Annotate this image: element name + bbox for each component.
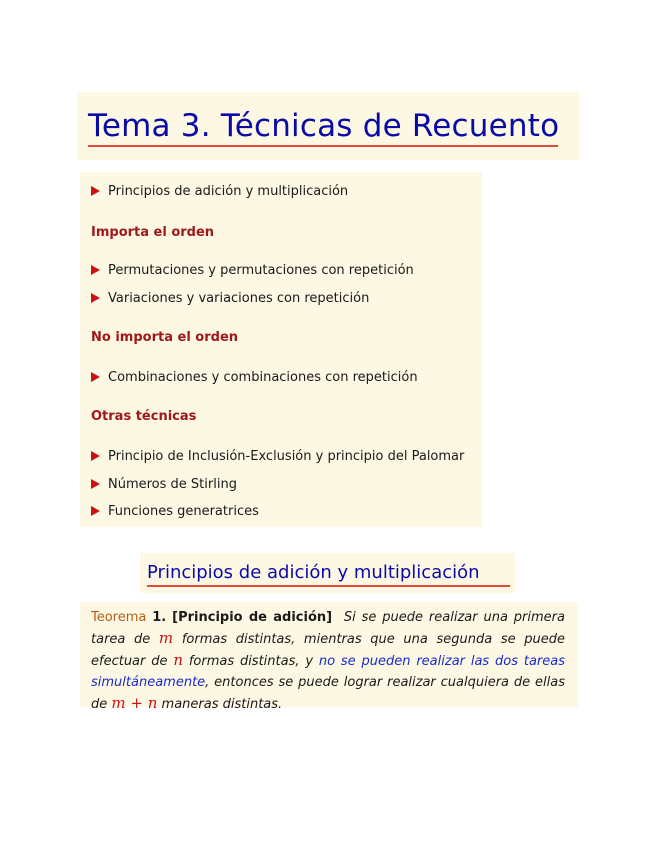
- theorem-emphasis: no se pueden realizar las dos tareas simultáneamente: [91, 654, 565, 690]
- theorem-text: formas distintas, y: [188, 654, 314, 669]
- outline-group-heading: Importa el orden: [91, 225, 215, 240]
- outline-item: [91, 291, 369, 306]
- outline-group-heading: Otras técnicas: [91, 409, 197, 424]
- outline-item: [91, 504, 259, 519]
- math-variable-n: n: [173, 651, 183, 669]
- bullet-triangle-icon: [91, 506, 100, 516]
- theorem-name: [Principio de adición]: [172, 610, 333, 625]
- theorem-label: Teorema: [91, 610, 147, 625]
- section-underline: [147, 585, 510, 587]
- math-variable-m: m: [158, 629, 174, 647]
- outline-item: [91, 263, 414, 278]
- outline-item: [91, 184, 348, 199]
- page-title: Tema 3. Técnicas de Recuento: [88, 108, 560, 144]
- outline-item-label: Principio de Inclusión-Exclusión y principio del Palomar: [108, 449, 465, 464]
- bullet-triangle-icon: [91, 293, 100, 303]
- outline-item: [91, 449, 464, 464]
- bullet-triangle-icon: [91, 186, 100, 196]
- title-underline: [88, 145, 558, 147]
- theorem-statement: [91, 607, 565, 715]
- outline-item-label: Variaciones y variaciones con repetición: [108, 291, 370, 306]
- theorem-text: Si se puede realizar una primera tarea de: [91, 610, 565, 647]
- outline-item-label: Permutaciones y permutaciones con repetición: [108, 263, 414, 278]
- bullet-triangle-icon: [91, 451, 100, 461]
- outline-group-heading: No importa el orden: [91, 330, 239, 345]
- theorem-text: formas distintas, mientras que una segunda se puede efectuar de: [91, 632, 565, 669]
- theorem-text: maneras distintas.: [161, 697, 283, 712]
- section-title: Principios de adición y multiplicación: [147, 562, 480, 583]
- outline-item-label: Funciones generatrices: [108, 504, 259, 519]
- outline-item-label: Combinaciones y combinaciones con repetición: [108, 370, 418, 385]
- bullet-triangle-icon: [91, 479, 100, 489]
- math-expression: m + n: [111, 694, 158, 712]
- bullet-triangle-icon: [91, 372, 100, 382]
- outline-item: [91, 370, 418, 385]
- outline-item-label: Números de Stirling: [108, 477, 237, 492]
- theorem-text: , entonces se puede lograr realizar cualquiera de ellas de: [91, 675, 565, 712]
- bullet-triangle-icon: [91, 265, 100, 275]
- theorem-number: 1.: [152, 610, 167, 625]
- outline-item: [91, 477, 237, 492]
- outline-item-label: Principios de adición y multiplicación: [108, 184, 349, 199]
